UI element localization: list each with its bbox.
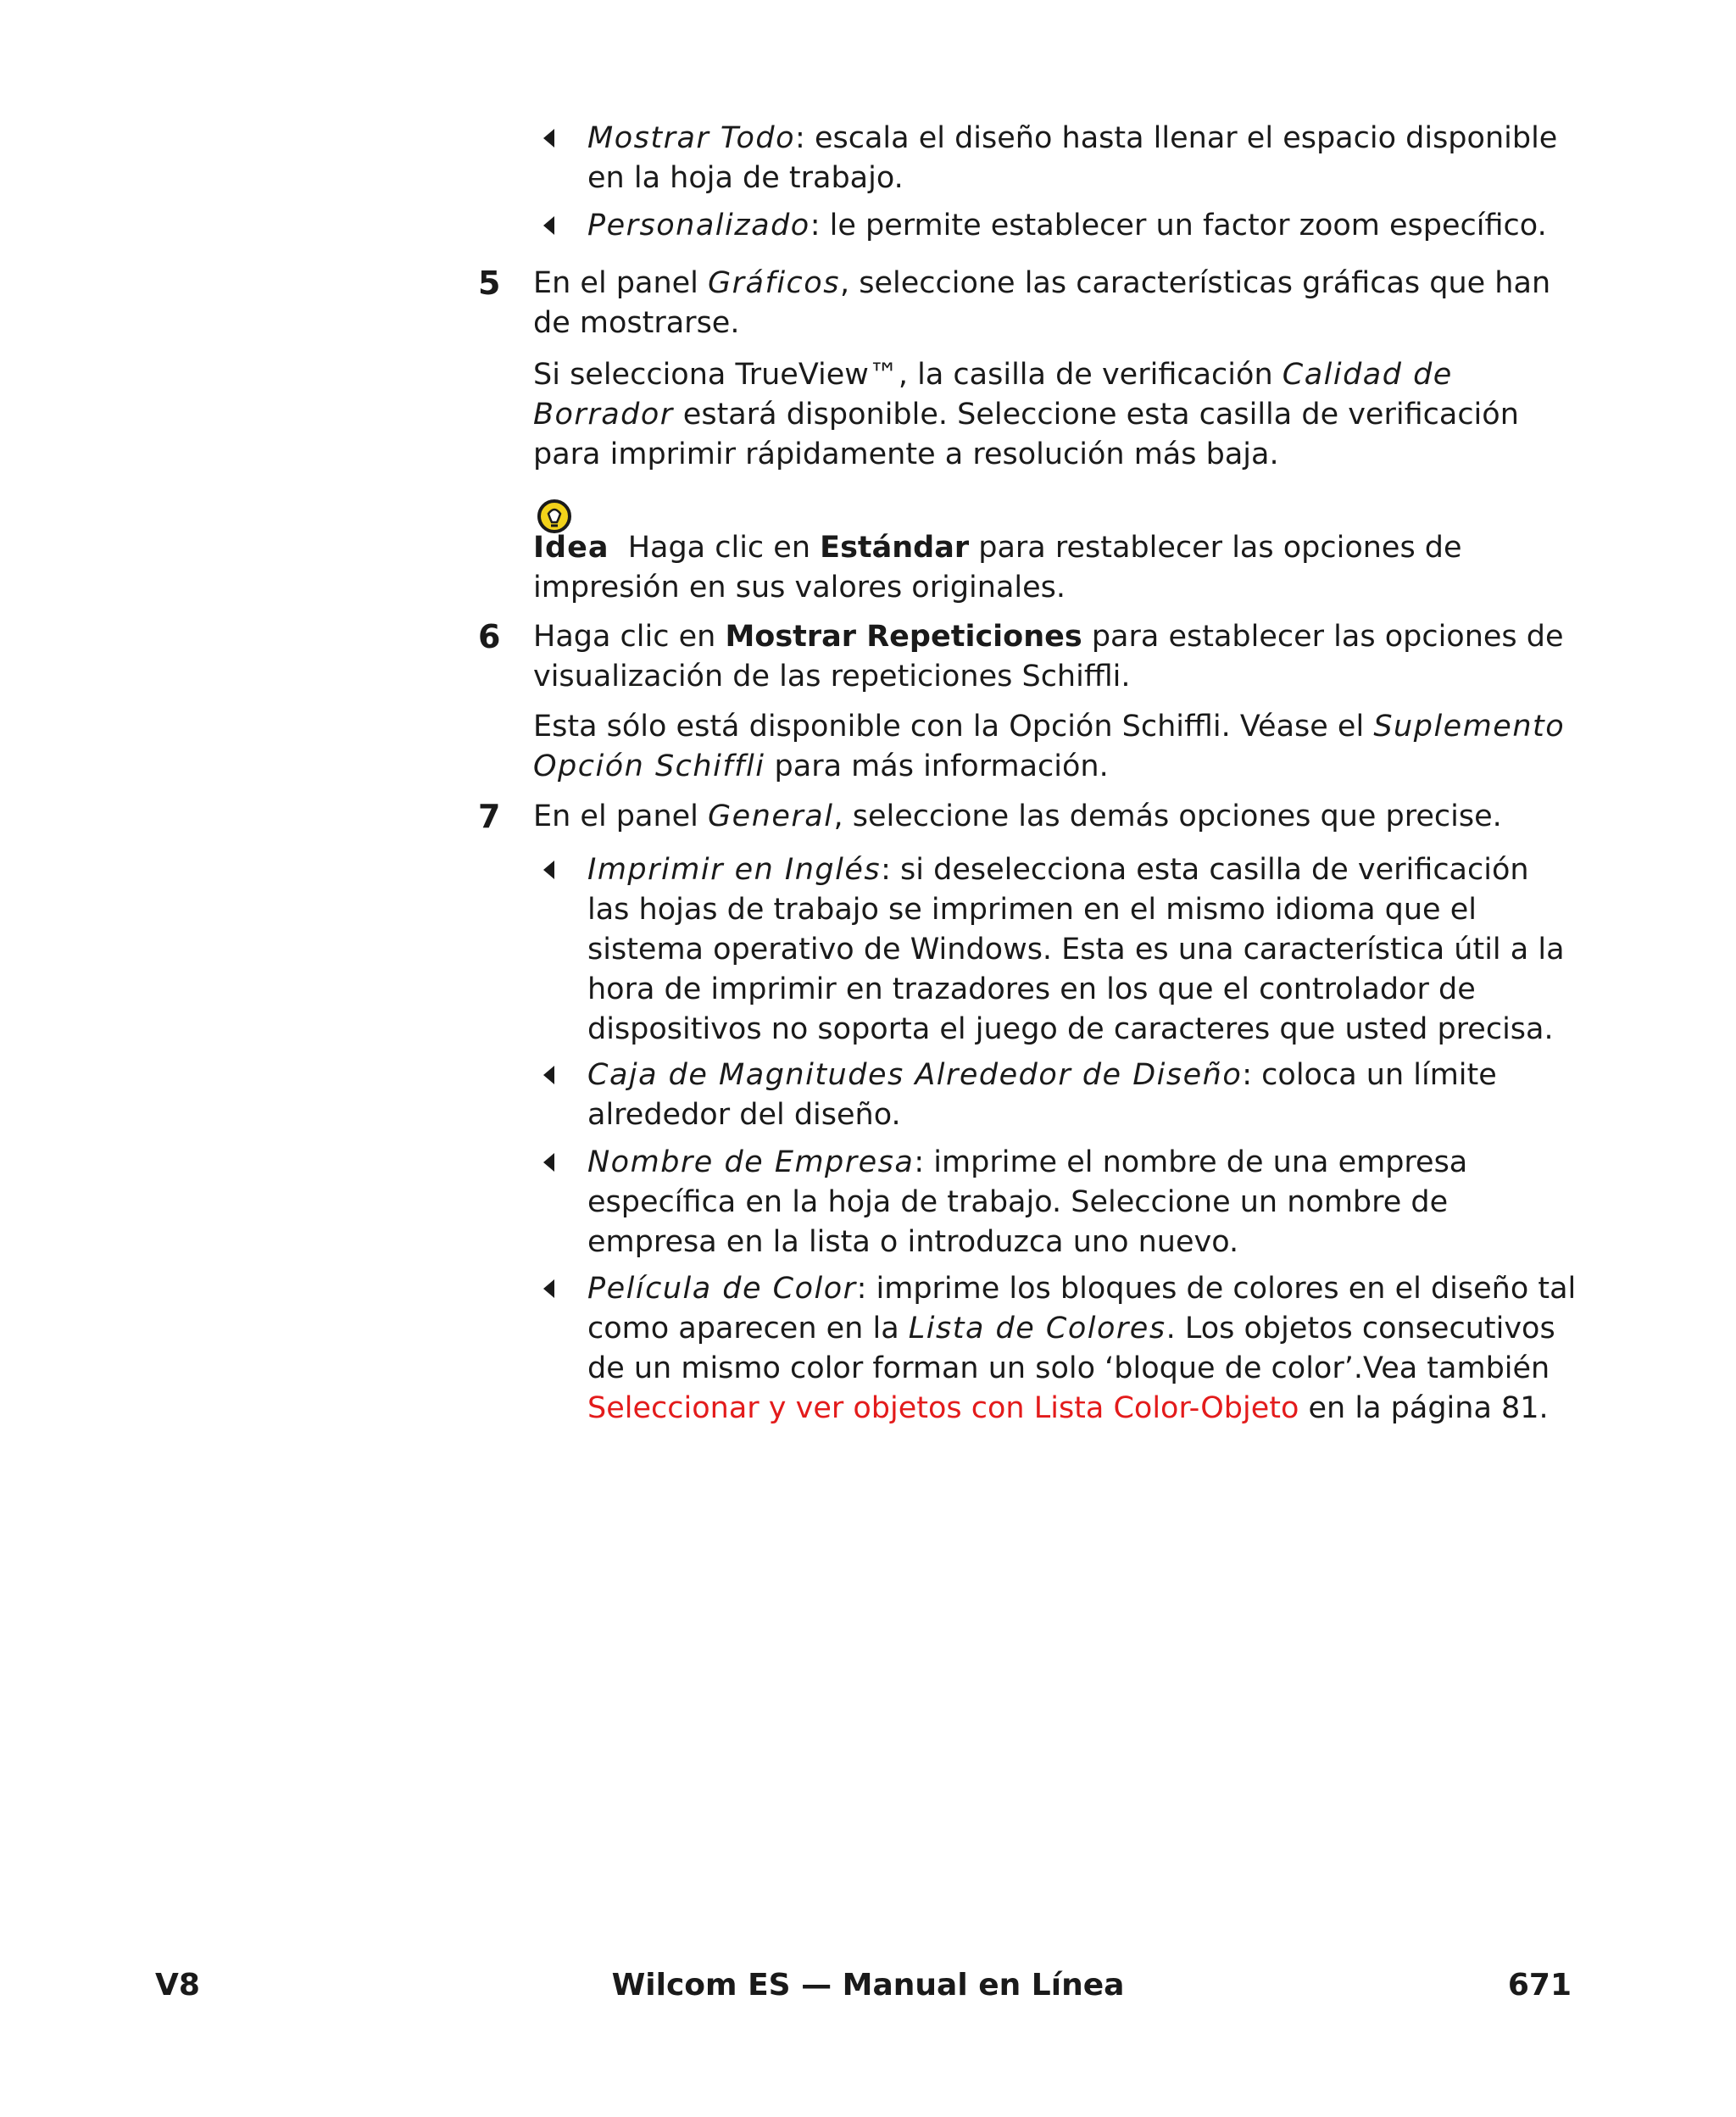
step-number-7: 7: [478, 798, 501, 835]
note-text: estará disponible. Seleccione esta casilla de verificación para imprimir rápidamente a resolución más baja.: [533, 398, 1519, 471]
bullet-term: Mostrar Todo: [587, 121, 796, 155]
bullet-imprimir-en-ingles: [587, 850, 1579, 1050]
bullet-sep: :: [795, 121, 805, 155]
bullet-arrow-icon: [543, 1279, 554, 1298]
step-5-text: [533, 264, 1580, 343]
note-text: Esta sólo está disponible con la Opción Schiffli. Véase el: [533, 710, 1374, 744]
bullet-text: : coloca un límite alrededor del diseño.: [587, 1058, 1497, 1132]
step-text: En el panel: [533, 799, 709, 833]
bullet-text: : si deselecciona esta casilla de verificación las hojas de trabajo se imprimen en el mismo idioma que el sistema operativo de Windows. Esta es una característica útil a la hora de imprimir en trazadores en los que el controlador de dispositivos no soporta el juego de caracteres que usted precisa.: [587, 853, 1565, 1046]
cross-reference-link[interactable]: Seleccionar y ver objetos con Lista Color-Objeto: [587, 1391, 1299, 1425]
bullet-text: escala el diseño hasta llenar el espacio disponible en la hoja de trabajo.: [587, 121, 1558, 195]
bullet-term: Película de Color: [587, 1272, 857, 1306]
bullet-text: le permite establecer un factor zoom específico.: [820, 209, 1547, 242]
step-term: General: [708, 799, 834, 833]
tip-body: para restablecer las opciones de impresión en sus valores originales.: [533, 531, 1462, 604]
bullet-arrow-icon: [543, 861, 554, 879]
footer-version: V8: [155, 1968, 200, 2003]
footer-title: Wilcom ES — Manual en Línea: [611, 1968, 1125, 2003]
step-number-6: 6: [478, 618, 501, 655]
bullet-text: : imprime el nombre de una empresa específica en la hoja de trabajo. Seleccione un nombre de empresa en la lista o introduzca uno nuevo.: [587, 1145, 1468, 1259]
bullet-nombre-de-empresa: [587, 1143, 1579, 1262]
bullet-pelicula-de-color: [587, 1269, 1579, 1429]
bullet-term: Lista de Colores: [908, 1312, 1166, 1345]
step-number-5: 5: [478, 265, 501, 302]
step-text: para establecer las opciones de visualización de las repeticiones Schiffli.: [533, 620, 1564, 694]
note-term: Suplemento Opción Schiffli: [533, 710, 1566, 783]
bullet-arrow-icon: [543, 1066, 554, 1084]
tip-label: Idea: [533, 531, 609, 565]
bullet-sep: :: [810, 209, 821, 242]
footer-page-number: 671: [1507, 1968, 1572, 2003]
tip-text: [533, 528, 1580, 608]
step-text: , seleccione las demás opciones que precise.: [833, 799, 1502, 833]
step-term: Gráficos: [708, 266, 840, 300]
bullet-term: Personalizado: [587, 209, 810, 242]
note-text: para más información.: [765, 749, 1109, 783]
bullet-arrow-icon: [543, 216, 554, 235]
note-term: Calidad de Borrador: [533, 358, 1453, 432]
step-text: , seleccione las características gráficas que han de mostrarse.: [533, 266, 1551, 340]
bullet-personalizado: [587, 206, 1579, 246]
bullet-text: : imprime los bloques de colores en el diseño tal como aparecen en la: [587, 1272, 1577, 1345]
bullet-term: Imprimir en Inglés: [587, 853, 882, 887]
bullet-mostrar-todo: [587, 119, 1579, 198]
step-text: Haga clic en: [533, 620, 726, 654]
bullet-text: . Los objetos consecutivos de un mismo color forman un solo ‘bloque de color’.Vea también: [587, 1312, 1555, 1385]
step-6-note: [533, 707, 1580, 787]
tip-bold: Estándar: [820, 531, 970, 565]
step-7-text: [533, 797, 1580, 837]
bullet-arrow-icon: [543, 129, 554, 148]
bullet-arrow-icon: [543, 1153, 554, 1172]
bullet-term: Nombre de Empresa: [587, 1145, 915, 1179]
step-5-note: [533, 355, 1580, 475]
step-text: En el panel: [533, 266, 709, 300]
tip-body: Haga clic en: [609, 531, 821, 565]
note-text: Si selecciona TrueView™, la casilla de verificación: [533, 358, 1283, 392]
step-bold: Mostrar Repeticiones: [725, 620, 1082, 654]
bullet-text: en la página 81.: [1299, 1391, 1549, 1425]
step-6-text: [533, 617, 1580, 697]
bullet-caja-de-magnitudes: [587, 1056, 1579, 1135]
bullet-term: Caja de Magnitudes Alrededor de Diseño: [587, 1058, 1243, 1092]
